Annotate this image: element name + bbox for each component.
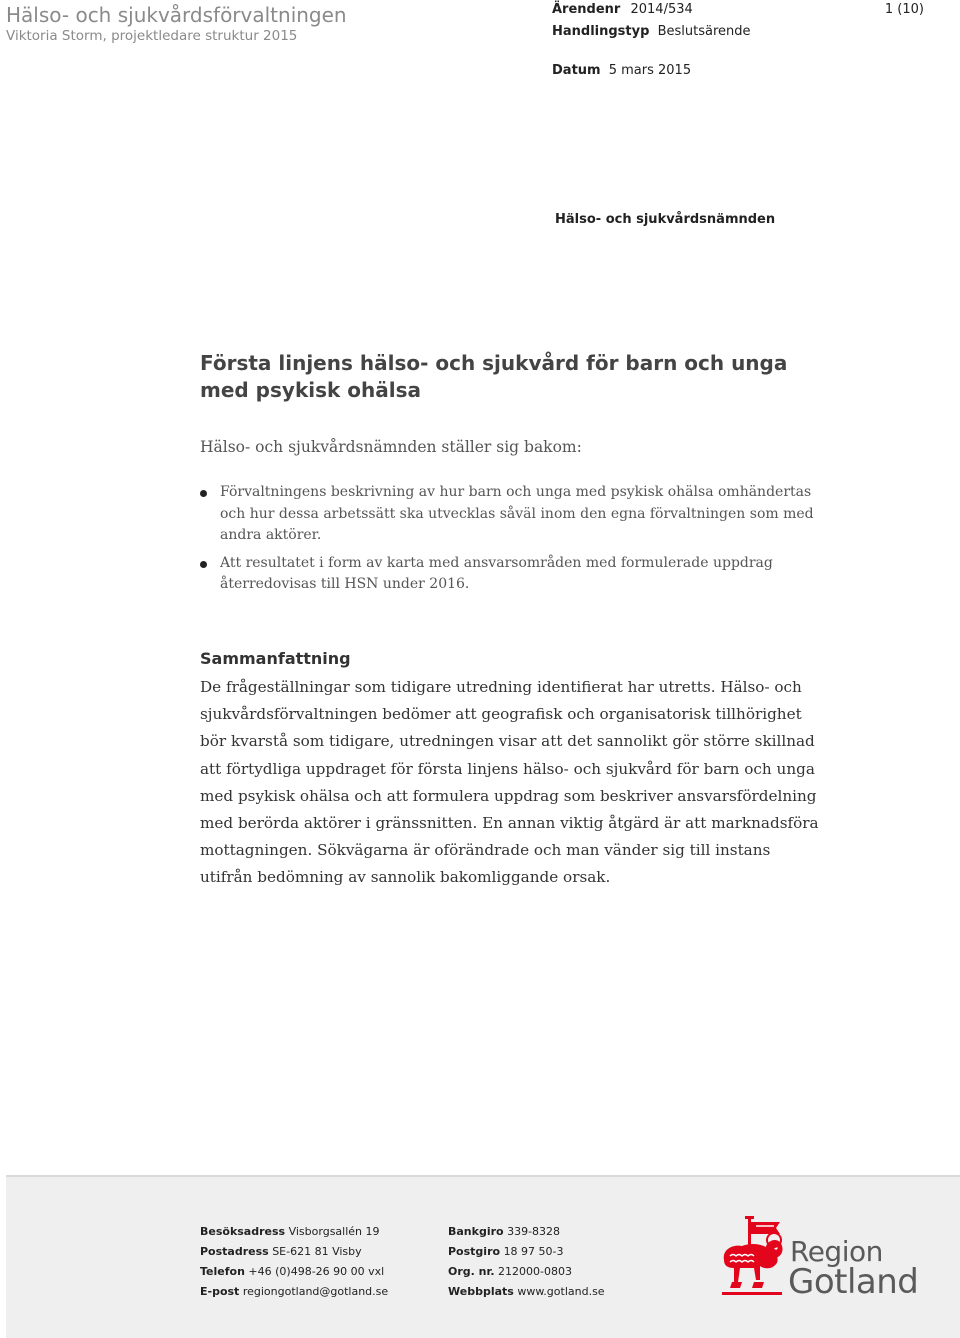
postgiro-value: 18 97 50-3 — [503, 1245, 564, 1258]
summary-heading: Sammanfattning — [200, 649, 351, 668]
bankgiro-value: 339-8328 — [507, 1225, 561, 1238]
bullet-icon — [200, 561, 207, 568]
author-line: Viktoria Storm, projektledare struktur 2015 — [6, 28, 298, 44]
region-gotland-lamb-icon — [718, 1216, 790, 1298]
bankgiro-label: Bankgiro — [448, 1225, 504, 1238]
org-number — [448, 1262, 605, 1282]
footer-contact — [200, 1222, 388, 1302]
phone — [200, 1262, 388, 1282]
postgiro-label: Postgiro — [448, 1245, 501, 1258]
list-item — [200, 482, 820, 547]
email-label: E-post — [200, 1285, 240, 1298]
org-number-label: Org. nr. — [448, 1265, 495, 1278]
postal-address-label: Postadress — [200, 1245, 269, 1258]
phone-value: +46 (0)498-26 90 00 vxl — [248, 1265, 385, 1278]
logo-gotland-text: Gotland — [788, 1262, 919, 1302]
footer-payment — [448, 1222, 605, 1302]
document-title — [200, 350, 840, 404]
list-item-text: Att resultatet i form av karta med ansvarsområden med formulerade uppdrag återredovisas till HSN under 2016. — [220, 554, 773, 592]
document-type-label: Handlingstyp — [552, 24, 650, 39]
postgiro — [448, 1242, 605, 1262]
visit-address-label: Besöksadress — [200, 1225, 286, 1238]
date-value: 5 mars 2015 — [608, 63, 692, 78]
website-label: Webbplats — [448, 1285, 514, 1298]
postal-address — [200, 1242, 388, 1262]
postal-address-value: SE-621 81 Visby — [272, 1245, 362, 1258]
date-label: Datum — [552, 63, 601, 78]
page-number: 1 (10) — [884, 2, 924, 17]
website-link[interactable]: www.gotland.se — [517, 1285, 605, 1298]
email — [200, 1282, 388, 1302]
phone-label: Telefon — [200, 1265, 245, 1278]
summary-paragraph: De frågeställningar som tidigare utredning identifierat har utretts. Hälso- och sjukvårdsförvaltningen bedömer att geografisk och organisatorisk tillhörighet bör kvarstå som tidigare, utredningen visar att det sannolikt gör större skillnad att förtydliga uppdraget för första linjens hälso- och sjukvård för barn och unga med psykisk ohälsa och att formulera uppdrag som beskriver ansvarsfördelning med berörda aktörer i gränssnitten. En annan viktig åtgärd är att marknadsföra mottagningen. Sökvägarna är oförändrade och man vänder sig till instans utifrån bedömning av sannolik bakomliggande orsak. — [200, 678, 819, 887]
recipient: Hälso- och sjukvårdsnämnden — [555, 212, 776, 227]
bullet-icon — [200, 490, 207, 497]
visit-address — [200, 1222, 388, 1242]
title-line-1: Första linjens hälso- och sjukvård för barn och unga — [200, 351, 788, 375]
list-item-text: Förvaltningens beskrivning av hur barn och unga med psykisk ohälsa omhändertas och hur dessa arbetssätt ska utvecklas såväl inom den egna förvaltningen som med andra aktörer. — [220, 484, 814, 543]
document-type — [552, 24, 751, 39]
logo-region-text: Region — [790, 1235, 883, 1268]
list-item — [200, 553, 820, 596]
bankgiro — [448, 1222, 605, 1242]
document-type-value: Beslutsärende — [657, 24, 751, 39]
title-line-2: med psykisk ohälsa — [200, 378, 421, 402]
decision-list — [200, 482, 820, 602]
case-number — [552, 2, 693, 17]
org-number-value: 212000-0803 — [498, 1265, 572, 1278]
email-link[interactable]: regiongotland@gotland.se — [242, 1285, 389, 1298]
case-number-value: 2014/534 — [630, 2, 693, 17]
org-name: Hälso- och sjukvårdsförvaltningen — [6, 3, 347, 27]
case-number-label: Ärendenr — [552, 2, 621, 17]
website — [448, 1282, 605, 1302]
intro-text: Hälso- och sjukvårdsnämnden ställer sig bakom: — [200, 438, 582, 456]
document-date — [552, 63, 691, 78]
visit-address-value: Visborgsallén 19 — [288, 1225, 380, 1238]
